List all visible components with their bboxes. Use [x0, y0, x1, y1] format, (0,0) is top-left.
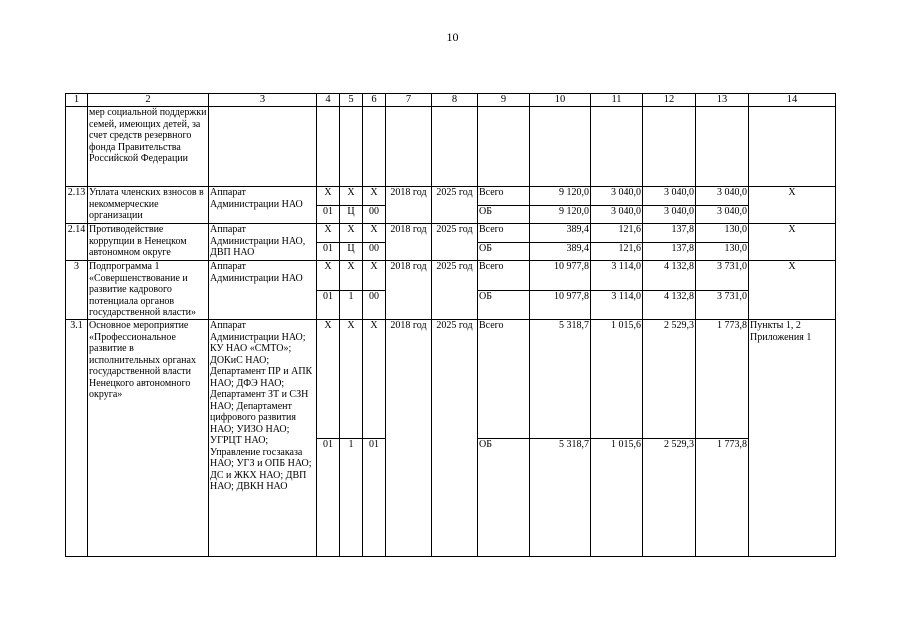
executor: Аппарат Администрации НАО [209, 187, 317, 224]
row-number: 3.1 [66, 320, 88, 557]
code-cell: Х [340, 224, 363, 243]
note: Х [749, 224, 836, 261]
code-cell: 1 [340, 438, 363, 557]
column-number: 5 [340, 94, 363, 107]
column-number: 6 [363, 94, 386, 107]
amount-year: 3 040,0 [591, 187, 643, 206]
funding-source: Всего [478, 187, 530, 206]
amount-total: 10 977,8 [530, 290, 591, 320]
start-year: 2018 год [386, 224, 432, 261]
column-number: 1 [66, 94, 88, 107]
amount-year: 3 040,0 [643, 205, 696, 224]
code-cell: 00 [363, 205, 386, 224]
amount-year: 137,8 [643, 242, 696, 261]
amount-year: 3 731,0 [696, 261, 749, 291]
code-cell: Х [363, 224, 386, 243]
code-cell: 00 [363, 242, 386, 261]
measure-name: Противодействие коррупции в Ненецком автономном округе [88, 224, 209, 261]
continuation-row [66, 107, 836, 187]
amount-year: 4 132,8 [643, 261, 696, 291]
table-row [66, 187, 836, 206]
code-cell: 01 [317, 242, 340, 261]
funding-source: ОБ [478, 438, 530, 557]
amount-year: 121,6 [591, 224, 643, 243]
column-number: 4 [317, 94, 340, 107]
column-number: 12 [643, 94, 696, 107]
code-cell: Ц [340, 242, 363, 261]
code-cell: Х [363, 187, 386, 206]
code-cell: Х [317, 320, 340, 439]
note: Х [749, 261, 836, 320]
start-year: 2018 год [386, 320, 432, 557]
code-cell: Х [317, 187, 340, 206]
funding-source: ОБ [478, 242, 530, 261]
funding-source: Всего [478, 320, 530, 439]
page-number: 10 [446, 30, 459, 44]
amount-total: 9 120,0 [530, 205, 591, 224]
code-cell: 01 [317, 290, 340, 320]
amount-year: 2 529,3 [643, 438, 696, 557]
end-year: 2025 год [432, 261, 478, 320]
amount-total: 389,4 [530, 242, 591, 261]
end-year: 2025 год [432, 187, 478, 224]
code-cell: 1 [340, 290, 363, 320]
amount-year: 130,0 [696, 224, 749, 243]
start-year: 2018 год [386, 261, 432, 320]
amount-total: 10 977,8 [530, 261, 591, 291]
row-number: 2.14 [66, 224, 88, 261]
code-cell: Х [317, 261, 340, 291]
code-cell: Х [340, 261, 363, 291]
amount-year: 121,6 [591, 242, 643, 261]
column-number: 2 [88, 94, 209, 107]
column-number-row [66, 94, 836, 107]
column-number: 10 [530, 94, 591, 107]
funding-source: Всего [478, 261, 530, 291]
end-year: 2025 год [432, 224, 478, 261]
executor: Аппарат Администрации НАО, ДВП НАО [209, 224, 317, 261]
code-cell: 00 [363, 290, 386, 320]
start-year: 2018 год [386, 187, 432, 224]
measure-name: Уплата членских взносов в некоммерческие организации [88, 187, 209, 224]
code-cell: 01 [363, 438, 386, 557]
column-number: 3 [209, 94, 317, 107]
column-number: 8 [432, 94, 478, 107]
end-year: 2025 год [432, 320, 478, 557]
amount-year: 3 040,0 [696, 205, 749, 224]
amount-total: 389,4 [530, 224, 591, 243]
table-row [66, 224, 836, 243]
code-cell: Х [363, 261, 386, 291]
amount-total: 5 318,7 [530, 438, 591, 557]
amount-year: 1 773,8 [696, 438, 749, 557]
amount-year: 4 132,8 [643, 290, 696, 320]
code-cell: Х [340, 320, 363, 439]
program-table [65, 93, 836, 557]
column-number: 13 [696, 94, 749, 107]
row-number: 2.13 [66, 187, 88, 224]
column-number: 7 [386, 94, 432, 107]
column-number: 9 [478, 94, 530, 107]
measure-name: Подпрограмма 1 «Совершенствование и развитие кадрового потенциала органов государственной власти» [88, 261, 209, 320]
amount-year: 3 731,0 [696, 290, 749, 320]
note: Пункты 1, 2 Приложения 1 [749, 320, 836, 557]
amount-year: 3 040,0 [591, 205, 643, 224]
measure-name: мер социальной поддержки семей, имеющих детей, за счет средств резервного фонда Правительства Российской Федерации [88, 107, 209, 187]
code-cell: Ц [340, 205, 363, 224]
measure-name: Основное мероприятие «Профессиональное развитие в исполнительных органах государственной власти Ненецкого автономного округа» [88, 320, 209, 557]
amount-year: 1 015,6 [591, 438, 643, 557]
table-row [66, 261, 836, 291]
row-number: 3 [66, 261, 88, 320]
code-cell: Х [340, 187, 363, 206]
code-cell: Х [317, 224, 340, 243]
amount-year: 3 114,0 [591, 261, 643, 291]
amount-total: 5 318,7 [530, 320, 591, 439]
amount-year: 3 114,0 [591, 290, 643, 320]
executor: Аппарат Администрации НАО; КУ НАО «СМТО»; ДОКиС НАО; Департамент ПР и АПК НАО; ДФЭ НАО; Департамент ЗТ и СЗН НАО; Департамент цифрового развития НАО; УИЗО НАО; УГРЦТ НАО; Управление госзаказа НАО; УГЗ и ОПБ НАО; ДС и ЖКХ НАО; ДВП НАО; ДВКН НАО [209, 320, 317, 557]
code-cell: 01 [317, 438, 340, 557]
amount-year: 1 015,6 [591, 320, 643, 439]
amount-year: 137,8 [643, 224, 696, 243]
code-cell: 01 [317, 205, 340, 224]
funding-source: ОБ [478, 290, 530, 320]
funding-source: Всего [478, 224, 530, 243]
table-row [66, 320, 836, 439]
amount-total: 9 120,0 [530, 187, 591, 206]
funding-source: ОБ [478, 205, 530, 224]
amount-year: 3 040,0 [696, 187, 749, 206]
note: Х [749, 187, 836, 224]
code-cell: Х [363, 320, 386, 439]
column-number: 11 [591, 94, 643, 107]
amount-year: 130,0 [696, 242, 749, 261]
amount-year: 2 529,3 [643, 320, 696, 439]
executor: Аппарат Администрации НАО [209, 261, 317, 320]
amount-year: 3 040,0 [643, 187, 696, 206]
column-number: 14 [749, 94, 836, 107]
amount-year: 1 773,8 [696, 320, 749, 439]
